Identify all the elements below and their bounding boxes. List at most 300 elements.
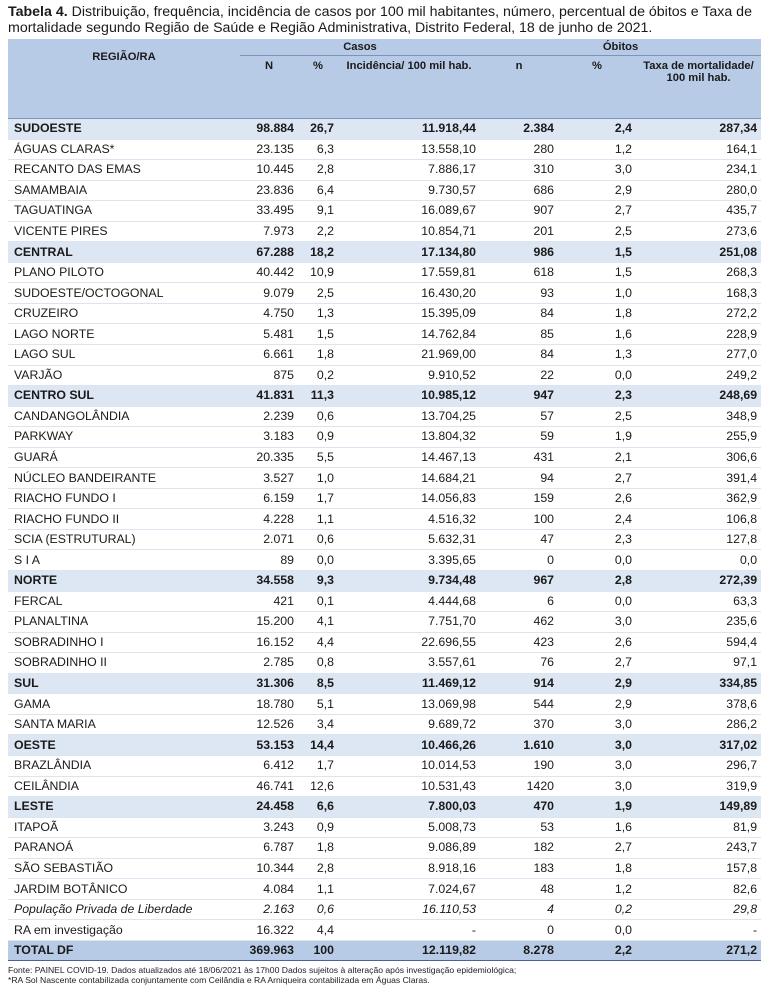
table-row xyxy=(8,201,761,222)
cell-obitos-n: 57 xyxy=(480,406,558,427)
cell-casos-pct: 0,6 xyxy=(298,899,338,920)
cell-region-name: LESTE xyxy=(8,797,240,818)
table-row xyxy=(8,591,761,612)
cell-obitos-pct: 3,0 xyxy=(558,776,636,797)
table-row xyxy=(8,262,761,283)
cell-casos-n: 2.071 xyxy=(240,529,298,550)
cell-casos-pct: 0,9 xyxy=(298,427,338,448)
cell-casos-pct: 0,9 xyxy=(298,817,338,838)
cell-obitos-n: 8.278 xyxy=(480,940,558,961)
cell-taxa: 63,3 xyxy=(636,591,761,612)
region-row xyxy=(8,571,761,592)
cell-taxa: 334,85 xyxy=(636,673,761,694)
cell-region-name: VICENTE PIRES xyxy=(8,221,240,242)
cell-casos-n: 10.445 xyxy=(240,160,298,181)
cell-casos-n: 31.306 xyxy=(240,673,298,694)
cell-region-name: CENTRAL xyxy=(8,242,240,263)
cell-region-name: RECANTO DAS EMAS xyxy=(8,160,240,181)
cell-casos-n: 23.836 xyxy=(240,180,298,201)
cell-region-name: CENTRO SUL xyxy=(8,386,240,407)
cell-obitos-pct: 1,8 xyxy=(558,858,636,879)
cell-obitos-pct: 2,4 xyxy=(558,119,636,140)
cell-casos-n: 24.458 xyxy=(240,797,298,818)
table-row xyxy=(8,776,761,797)
cell-obitos-n: 310 xyxy=(480,160,558,181)
cell-obitos-pct: 2,7 xyxy=(558,468,636,489)
cell-obitos-n: 462 xyxy=(480,612,558,633)
cell-obitos-n: 85 xyxy=(480,324,558,345)
table-row xyxy=(8,817,761,838)
cell-obitos-n: 4 xyxy=(480,899,558,920)
table-row xyxy=(8,324,761,345)
cell-casos-n: 2.239 xyxy=(240,406,298,427)
cell-incidencia: 22.696,55 xyxy=(338,632,480,653)
cell-region-name: S I A xyxy=(8,550,240,571)
cell-casos-n: 2.163 xyxy=(240,899,298,920)
cell-incidencia: 7.886,17 xyxy=(338,160,480,181)
cell-casos-pct: 2,8 xyxy=(298,160,338,181)
cell-taxa: 286,2 xyxy=(636,714,761,735)
cell-casos-n: 5.481 xyxy=(240,324,298,345)
table-row xyxy=(8,529,761,550)
cell-casos-n: 3.243 xyxy=(240,817,298,838)
cell-incidencia: 13.558,10 xyxy=(338,139,480,160)
header-obitos: Óbitos xyxy=(480,39,761,56)
cell-casos-n: 41.831 xyxy=(240,386,298,407)
cell-incidencia: 17.559,81 xyxy=(338,262,480,283)
source-note: Fonte: PAINEL COVID-19. Dados atualizados até 18/06/2021 às 17h00 Dados sujeitos à alteração após investigação epidemiológica; xyxy=(8,965,517,976)
cell-casos-n: 6.787 xyxy=(240,838,298,859)
cell-obitos-n: 370 xyxy=(480,714,558,735)
cell-region-name: ÁGUAS CLARAS* xyxy=(8,139,240,160)
cell-obitos-pct: 2,9 xyxy=(558,694,636,715)
cell-incidencia: 16.430,20 xyxy=(338,283,480,304)
cell-casos-pct: 1,8 xyxy=(298,345,338,366)
cell-casos-pct: 2,8 xyxy=(298,858,338,879)
cell-taxa: 106,8 xyxy=(636,509,761,530)
cell-incidencia: 5.632,31 xyxy=(338,529,480,550)
cell-taxa: 168,3 xyxy=(636,283,761,304)
cell-region-name: População Privada de Liberdade xyxy=(8,899,240,920)
cell-casos-pct: 1,8 xyxy=(298,838,338,859)
cell-obitos-pct: 0,0 xyxy=(558,365,636,386)
cell-casos-n: 6.661 xyxy=(240,345,298,366)
cell-region-name: BRAZLÂNDIA xyxy=(8,755,240,776)
cell-incidencia: 3.395,65 xyxy=(338,550,480,571)
cell-region-name: SUDOESTE/OCTOGONAL xyxy=(8,283,240,304)
cell-region-name: FERCAL xyxy=(8,591,240,612)
cell-casos-pct: 5,1 xyxy=(298,694,338,715)
table-row xyxy=(8,406,761,427)
cell-taxa: 268,3 xyxy=(636,262,761,283)
cell-taxa: 164,1 xyxy=(636,139,761,160)
cell-casos-pct: 6,3 xyxy=(298,139,338,160)
cell-region-name: TOTAL DF xyxy=(8,940,240,961)
cell-incidencia: 17.134,80 xyxy=(338,242,480,263)
cell-casos-pct: 1,1 xyxy=(298,879,338,900)
cell-taxa: 296,7 xyxy=(636,755,761,776)
cell-obitos-n: 53 xyxy=(480,817,558,838)
table-caption xyxy=(8,4,761,36)
header-obitos-n: n xyxy=(480,56,558,119)
table-row xyxy=(8,632,761,653)
cell-taxa: 280,0 xyxy=(636,180,761,201)
cell-region-name: RA em investigação xyxy=(8,920,240,941)
cell-region-name: TAGUATINGA xyxy=(8,201,240,222)
cell-region-name: SOBRADINHO I xyxy=(8,632,240,653)
cell-obitos-n: 48 xyxy=(480,879,558,900)
cell-casos-pct: 26,7 xyxy=(298,119,338,140)
cell-obitos-pct: 2,1 xyxy=(558,447,636,468)
cell-taxa: 277,0 xyxy=(636,345,761,366)
cell-incidencia: 14.684,21 xyxy=(338,468,480,489)
cell-obitos-n: 1.610 xyxy=(480,735,558,756)
region-row xyxy=(8,242,761,263)
table-row xyxy=(8,427,761,448)
cell-obitos-pct: 1,8 xyxy=(558,303,636,324)
cell-taxa: 234,1 xyxy=(636,160,761,181)
cell-taxa: 0,0 xyxy=(636,550,761,571)
cell-casos-n: 9.079 xyxy=(240,283,298,304)
cell-region-name: GAMA xyxy=(8,694,240,715)
cell-taxa: 248,69 xyxy=(636,386,761,407)
table-row xyxy=(8,468,761,489)
cell-obitos-pct: 0,2 xyxy=(558,899,636,920)
header-incidencia: Incidência/ 100 mil hab. xyxy=(338,56,480,119)
region-row xyxy=(8,735,761,756)
cell-obitos-pct: 2,9 xyxy=(558,180,636,201)
cell-obitos-pct: 2,5 xyxy=(558,221,636,242)
cell-obitos-n: 182 xyxy=(480,838,558,859)
cell-obitos-pct: 1,6 xyxy=(558,324,636,345)
footnote: *RA Sol Nascente contabilizada conjuntamente com Ceilândia e RA Arniqueira contabilizada em Águas Claras. xyxy=(8,975,430,986)
header-region: REGIÃO/RA xyxy=(8,39,240,119)
cell-casos-pct: 6,4 xyxy=(298,180,338,201)
cell-obitos-n: 201 xyxy=(480,221,558,242)
cell-obitos-n: 159 xyxy=(480,488,558,509)
table-row xyxy=(8,180,761,201)
table-row xyxy=(8,550,761,571)
table-row xyxy=(8,447,761,468)
cell-casos-pct: 1,5 xyxy=(298,324,338,345)
table-row xyxy=(8,714,761,735)
cell-taxa: 317,02 xyxy=(636,735,761,756)
cell-taxa: 362,9 xyxy=(636,488,761,509)
cell-casos-pct: 4,4 xyxy=(298,632,338,653)
cell-incidencia: 13.069,98 xyxy=(338,694,480,715)
cell-taxa: 228,9 xyxy=(636,324,761,345)
table-row xyxy=(8,345,761,366)
table-row xyxy=(8,694,761,715)
cell-casos-n: 98.884 xyxy=(240,119,298,140)
cell-obitos-pct: 0,0 xyxy=(558,591,636,612)
cell-region-name: OESTE xyxy=(8,735,240,756)
cell-casos-pct: 1,7 xyxy=(298,755,338,776)
cell-region-name: GUARÁ xyxy=(8,447,240,468)
cell-incidencia: 10.985,12 xyxy=(338,386,480,407)
cell-taxa: 378,6 xyxy=(636,694,761,715)
cell-casos-n: 67.288 xyxy=(240,242,298,263)
cell-casos-pct: 14,4 xyxy=(298,735,338,756)
cell-casos-n: 3.183 xyxy=(240,427,298,448)
caption-label: Tabela 4. xyxy=(8,4,68,20)
cell-obitos-n: 907 xyxy=(480,201,558,222)
cell-region-name: SANTA MARIA xyxy=(8,714,240,735)
cell-casos-n: 6.159 xyxy=(240,488,298,509)
cell-obitos-pct: 1,6 xyxy=(558,817,636,838)
cell-obitos-pct: 2,7 xyxy=(558,201,636,222)
cell-incidencia: 9.910,52 xyxy=(338,365,480,386)
cell-obitos-pct: 3,0 xyxy=(558,612,636,633)
cell-region-name: PARANOÁ xyxy=(8,838,240,859)
cell-casos-pct: 9,3 xyxy=(298,571,338,592)
cell-incidencia: 7.800,03 xyxy=(338,797,480,818)
cell-region-name: LAGO NORTE xyxy=(8,324,240,345)
cell-incidencia: 12.119,82 xyxy=(338,940,480,961)
cell-incidencia: 16.110,53 xyxy=(338,899,480,920)
table-row xyxy=(8,160,761,181)
cell-taxa: 97,1 xyxy=(636,653,761,674)
cell-taxa: 391,4 xyxy=(636,468,761,489)
cell-casos-pct: 1,3 xyxy=(298,303,338,324)
cell-taxa: 81,9 xyxy=(636,817,761,838)
table-row xyxy=(8,920,761,941)
table-header xyxy=(8,39,761,119)
caption-text: Distribuição, frequência, incidência de casos por 100 mil habitantes, número, percentual de óbitos e Taxa de mortalidade segundo Região de Saúde e Região Administrativa, Distrito Federal, 18 de junho de 2021. xyxy=(8,4,752,36)
cell-obitos-pct: 2,7 xyxy=(558,653,636,674)
cell-obitos-pct: 1,5 xyxy=(558,242,636,263)
cell-casos-n: 15.200 xyxy=(240,612,298,633)
cell-obitos-n: 914 xyxy=(480,673,558,694)
cell-taxa: 235,6 xyxy=(636,612,761,633)
table-row xyxy=(8,879,761,900)
cell-incidencia: 9.730,57 xyxy=(338,180,480,201)
cell-obitos-pct: 2,6 xyxy=(558,632,636,653)
cell-obitos-pct: 2,3 xyxy=(558,529,636,550)
cell-taxa: 251,08 xyxy=(636,242,761,263)
cell-incidencia: 14.762,84 xyxy=(338,324,480,345)
cell-incidencia: 10.466,26 xyxy=(338,735,480,756)
region-row xyxy=(8,797,761,818)
cell-casos-n: 421 xyxy=(240,591,298,612)
cell-casos-pct: 0,6 xyxy=(298,406,338,427)
cell-region-name: CANDANGOLÂNDIA xyxy=(8,406,240,427)
cell-taxa: 273,6 xyxy=(636,221,761,242)
table-notes xyxy=(8,965,761,985)
cell-obitos-n: 618 xyxy=(480,262,558,283)
cell-casos-n: 33.495 xyxy=(240,201,298,222)
cell-casos-n: 7.973 xyxy=(240,221,298,242)
cell-region-name: SCIA (ESTRUTURAL) xyxy=(8,529,240,550)
cell-taxa: 272,39 xyxy=(636,571,761,592)
table-row xyxy=(8,365,761,386)
cell-obitos-pct: 3,0 xyxy=(558,714,636,735)
table-row xyxy=(8,488,761,509)
cell-incidencia: 10.854,71 xyxy=(338,221,480,242)
cell-casos-n: 89 xyxy=(240,550,298,571)
cell-incidencia: 3.557,61 xyxy=(338,653,480,674)
cell-obitos-pct: 2,6 xyxy=(558,488,636,509)
cell-casos-pct: 0,6 xyxy=(298,529,338,550)
cell-obitos-n: 47 xyxy=(480,529,558,550)
cell-casos-n: 4.750 xyxy=(240,303,298,324)
cell-obitos-n: 947 xyxy=(480,386,558,407)
cell-incidencia: 11.469,12 xyxy=(338,673,480,694)
cell-incidencia: 7.024,67 xyxy=(338,879,480,900)
cell-taxa: 255,9 xyxy=(636,427,761,448)
cell-region-name: SÃO SEBASTIÃO xyxy=(8,858,240,879)
cell-obitos-n: 6 xyxy=(480,591,558,612)
table-row xyxy=(8,755,761,776)
cell-taxa: 127,8 xyxy=(636,529,761,550)
cell-casos-n: 16.322 xyxy=(240,920,298,941)
cell-casos-n: 875 xyxy=(240,365,298,386)
cell-casos-pct: 2,5 xyxy=(298,283,338,304)
cell-incidencia: 10.014,53 xyxy=(338,755,480,776)
cell-incidencia: 13.704,25 xyxy=(338,406,480,427)
cell-casos-pct: 4,4 xyxy=(298,920,338,941)
cell-taxa: 306,6 xyxy=(636,447,761,468)
region-row xyxy=(8,386,761,407)
cell-obitos-n: 986 xyxy=(480,242,558,263)
cell-region-name: PLANALTINA xyxy=(8,612,240,633)
table-row xyxy=(8,899,761,920)
cell-casos-pct: 0,0 xyxy=(298,550,338,571)
header-obitos-pct: % xyxy=(558,56,636,119)
table-row xyxy=(8,221,761,242)
cell-region-name: PARKWAY xyxy=(8,427,240,448)
cell-incidencia: 11.918,44 xyxy=(338,119,480,140)
cell-region-name: RIACHO FUNDO II xyxy=(8,509,240,530)
cell-obitos-n: 76 xyxy=(480,653,558,674)
cell-casos-pct: 2,2 xyxy=(298,221,338,242)
cell-taxa: 594,4 xyxy=(636,632,761,653)
cell-incidencia: - xyxy=(338,920,480,941)
cell-obitos-n: 967 xyxy=(480,571,558,592)
cell-obitos-pct: 3,0 xyxy=(558,160,636,181)
cell-region-name: PLANO PILOTO xyxy=(8,262,240,283)
cell-casos-n: 23.135 xyxy=(240,139,298,160)
cell-casos-pct: 8,5 xyxy=(298,673,338,694)
cell-incidencia: 16.089,67 xyxy=(338,201,480,222)
region-row xyxy=(8,119,761,140)
cell-taxa: - xyxy=(636,920,761,941)
cell-obitos-pct: 1,2 xyxy=(558,139,636,160)
cell-obitos-n: 183 xyxy=(480,858,558,879)
total-row xyxy=(8,940,761,961)
cell-casos-pct: 12,6 xyxy=(298,776,338,797)
cell-obitos-pct: 3,0 xyxy=(558,755,636,776)
header-taxa: Taxa de mortalidade/ 100 mil hab. xyxy=(636,56,761,119)
cell-obitos-pct: 1,5 xyxy=(558,262,636,283)
cell-incidencia: 21.969,00 xyxy=(338,345,480,366)
cell-casos-n: 12.526 xyxy=(240,714,298,735)
cell-casos-pct: 1,0 xyxy=(298,468,338,489)
cell-obitos-pct: 2,2 xyxy=(558,940,636,961)
cell-obitos-pct: 1,9 xyxy=(558,427,636,448)
cell-casos-pct: 1,7 xyxy=(298,488,338,509)
cell-region-name: SUL xyxy=(8,673,240,694)
cell-taxa: 287,34 xyxy=(636,119,761,140)
cell-region-name: SOBRADINHO II xyxy=(8,653,240,674)
cell-casos-n: 4.228 xyxy=(240,509,298,530)
cell-obitos-n: 94 xyxy=(480,468,558,489)
cell-incidencia: 4.444,68 xyxy=(338,591,480,612)
table-row xyxy=(8,858,761,879)
cell-taxa: 82,6 xyxy=(636,879,761,900)
cell-obitos-n: 93 xyxy=(480,283,558,304)
header-pct: % xyxy=(298,56,338,119)
cell-taxa: 157,8 xyxy=(636,858,761,879)
cell-obitos-n: 0 xyxy=(480,920,558,941)
cell-obitos-n: 470 xyxy=(480,797,558,818)
cell-casos-n: 2.785 xyxy=(240,653,298,674)
cell-taxa: 149,89 xyxy=(636,797,761,818)
cell-casos-pct: 11,3 xyxy=(298,386,338,407)
cell-casos-n: 40.442 xyxy=(240,262,298,283)
cell-obitos-n: 431 xyxy=(480,447,558,468)
cell-incidencia: 10.531,43 xyxy=(338,776,480,797)
cell-taxa: 249,2 xyxy=(636,365,761,386)
data-table xyxy=(8,39,761,961)
cell-casos-n: 10.344 xyxy=(240,858,298,879)
cell-obitos-pct: 2,8 xyxy=(558,571,636,592)
cell-casos-pct: 0,1 xyxy=(298,591,338,612)
cell-obitos-n: 22 xyxy=(480,365,558,386)
cell-obitos-n: 423 xyxy=(480,632,558,653)
cell-taxa: 29,8 xyxy=(636,899,761,920)
table-row xyxy=(8,612,761,633)
cell-incidencia: 9.734,48 xyxy=(338,571,480,592)
cell-casos-n: 6.412 xyxy=(240,755,298,776)
cell-obitos-pct: 2,7 xyxy=(558,838,636,859)
cell-casos-pct: 18,2 xyxy=(298,242,338,263)
cell-obitos-n: 100 xyxy=(480,509,558,530)
cell-obitos-n: 59 xyxy=(480,427,558,448)
cell-region-name: LAGO SUL xyxy=(8,345,240,366)
cell-obitos-pct: 0,0 xyxy=(558,920,636,941)
header-casos: Casos xyxy=(240,39,480,56)
region-row xyxy=(8,673,761,694)
header-n: N xyxy=(240,56,298,119)
cell-taxa: 272,2 xyxy=(636,303,761,324)
cell-taxa: 243,7 xyxy=(636,838,761,859)
cell-casos-n: 16.152 xyxy=(240,632,298,653)
cell-taxa: 435,7 xyxy=(636,201,761,222)
cell-obitos-pct: 1,2 xyxy=(558,879,636,900)
cell-incidencia: 5.008,73 xyxy=(338,817,480,838)
cell-region-name: NÚCLEO BANDEIRANTE xyxy=(8,468,240,489)
table-row xyxy=(8,139,761,160)
cell-obitos-pct: 0,0 xyxy=(558,550,636,571)
cell-casos-pct: 5,5 xyxy=(298,447,338,468)
cell-incidencia: 7.751,70 xyxy=(338,612,480,633)
cell-region-name: VARJÃO xyxy=(8,365,240,386)
cell-region-name: SAMAMBAIA xyxy=(8,180,240,201)
cell-casos-n: 369.963 xyxy=(240,940,298,961)
cell-casos-n: 46.741 xyxy=(240,776,298,797)
cell-casos-pct: 0,8 xyxy=(298,653,338,674)
cell-region-name: JARDIM BOTÂNICO xyxy=(8,879,240,900)
cell-obitos-pct: 3,0 xyxy=(558,735,636,756)
cell-obitos-pct: 1,3 xyxy=(558,345,636,366)
cell-obitos-n: 0 xyxy=(480,550,558,571)
table-row xyxy=(8,283,761,304)
cell-casos-pct: 100 xyxy=(298,940,338,961)
cell-incidencia: 14.056,83 xyxy=(338,488,480,509)
cell-incidencia: 13.804,32 xyxy=(338,427,480,448)
table-row xyxy=(8,653,761,674)
